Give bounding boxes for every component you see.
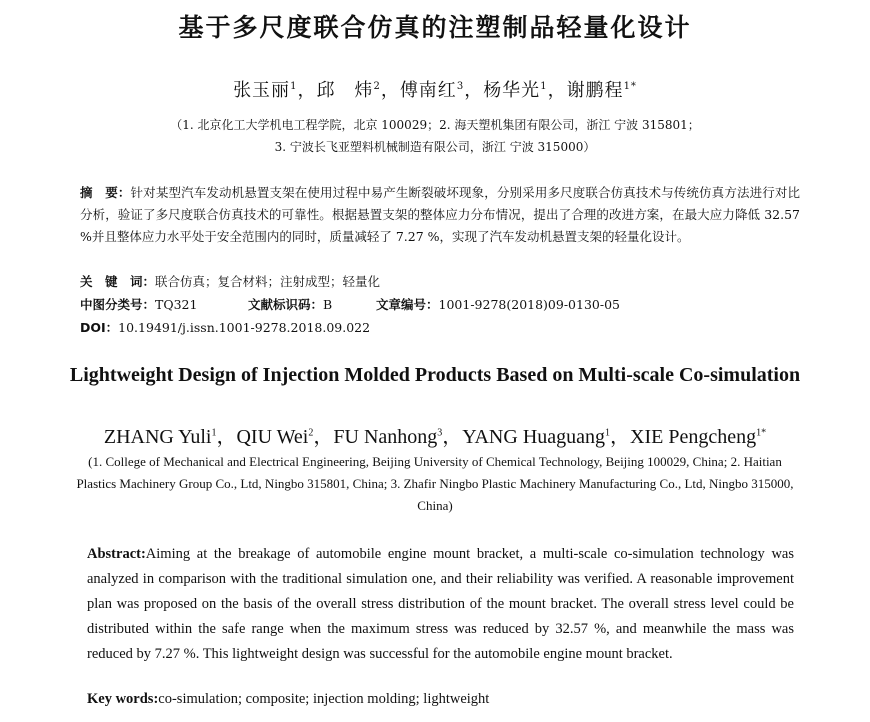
cn-author-affil-mark: 1* [623,81,637,92]
article-number-label: 文章编号： [376,297,439,312]
classification-row [80,295,620,313]
en-author-affil-mark: 1 [211,427,217,439]
en-author-name: XIE Pengcheng [630,426,757,448]
cn-author-separator: ， [380,80,400,101]
en-author-affil-mark: 1 [605,427,611,439]
english-keywords-text: co-simulation; composite; injection molding; lightweight [158,691,490,707]
cn-author-separator: ， [464,80,484,101]
cn-author-affil-mark: 2 [373,81,381,92]
document-code-label: 文献标识码： [248,297,324,312]
english-keywords-label: Key words: [87,691,159,707]
english-abstract-label: Abstract: [87,546,146,562]
chinese-abstract [80,182,800,248]
en-author-affil-mark: 3 [437,427,443,439]
chinese-keywords-label: 关 键 词： [80,274,156,289]
cn-author-name: 傅南红 [399,80,457,101]
en-author-separator: ， [216,426,237,448]
doi-row [80,318,370,336]
chinese-author-list [0,76,870,102]
cn-author-affil-mark: 3 [456,81,465,92]
clc-number [80,297,197,312]
chinese-affiliation-line-1: （1. 北京化工大学机电工程学院，北京 100029；2. 海天塑机集团有限公司，浙江 宁波 315801； [170,118,700,132]
cn-author-separator: ， [547,80,567,101]
cn-author-name: 杨华光 [483,80,541,101]
chinese-title: 基于多尺度联合仿真的注塑制品轻量化设计 [178,13,692,42]
english-keywords [87,691,489,708]
english-title: Lightweight Design of Injection Molded Products Based on Multi-scale Co-simulation [69,364,801,386]
article-number-value: 1001-9278(2018)09-0130-05 [438,297,620,312]
chinese-affiliation-line-2: 3. 宁波长飞亚塑料机械制造有限公司，浙江 宁波 315000） [274,140,596,154]
cn-author-name: 张玉丽 [233,80,291,101]
chinese-abstract-text: 针对某型汽车发动机悬置支架在使用过程中易产生断裂破坏现象，分别采用多尺度联合仿真技术与传统仿真方法进行对比分析，验证了多尺度联合仿真技术的可靠性。根据悬置支架的整体应力分布情况，提出了合理的改进方案，在最大应力降低 32.57 %并且整体应力水平处于安全范围内的同时，质量减轻了 7.27 %，实现了汽车发动机悬置支架的轻量化设计。 [80,185,800,244]
cn-author-separator: ， [297,80,317,101]
en-author-name: ZHANG Yuli [103,426,212,448]
english-affiliations: (1. College of Mechanical and Electrical Engineering, Beijing University of Chemical Technology, Beijing 100029, China; 2. Haitian Plastics Machinery Group Co., Ltd, Ningbo 315801, China; 3. Zhafir Ningbo Plastic Machinery Manufacturing Co., Ltd, Ningbo 315000, China) [76,454,794,513]
chinese-abstract-label: 摘 要： [80,185,131,200]
en-author-separator: ， [313,426,334,448]
clc-value: TQ321 [155,297,198,312]
cn-author-affil-mark: 1 [290,81,298,92]
english-abstract [87,542,794,667]
english-author-list [0,420,870,449]
en-author-name: YANG Huaguang [462,426,606,448]
en-author-affil-mark: 2 [308,427,314,439]
cn-author-name: 谢鹏程 [566,80,624,101]
en-author-separator: ， [442,426,463,448]
document-code-value: B [323,297,333,312]
en-author-separator: ， [610,426,631,448]
cn-author-affil-mark: 1 [540,81,548,92]
document-code [248,295,332,313]
doi-label: DOI： [80,320,119,335]
chinese-keywords-text: 联合仿真；复合材料；注射成型；轻量化 [155,274,381,289]
en-author-name: FU Nanhong [333,426,438,448]
en-author-name: QIU Wei [236,426,309,448]
chinese-keywords [80,272,380,290]
en-author-affil-mark: 1* [756,427,767,439]
cn-author-name: 邱 炜 [316,80,374,101]
clc-label: 中图分类号： [80,297,156,312]
doi-value[interactable]: 10.19491/j.issn.1001-9278.2018.09.022 [118,320,371,335]
english-abstract-text: Aiming at the breakage of automobile engine mount bracket, a multi-scale co-simulation technology was analyzed in comparison with the traditional simulation one, and their reliability was verified. A reasonable improvement plan was proposed on the basis of the overall stress distribution of the mount bracket. The overall stress level could be distributed within the safe range when the maximum stress was reduced by 32.57 %, and meanwhile the mass was reduced by 7.27 %. This lightweight design was successful for the automobile engine mount bracket. [87,546,794,662]
article-number [376,295,620,313]
